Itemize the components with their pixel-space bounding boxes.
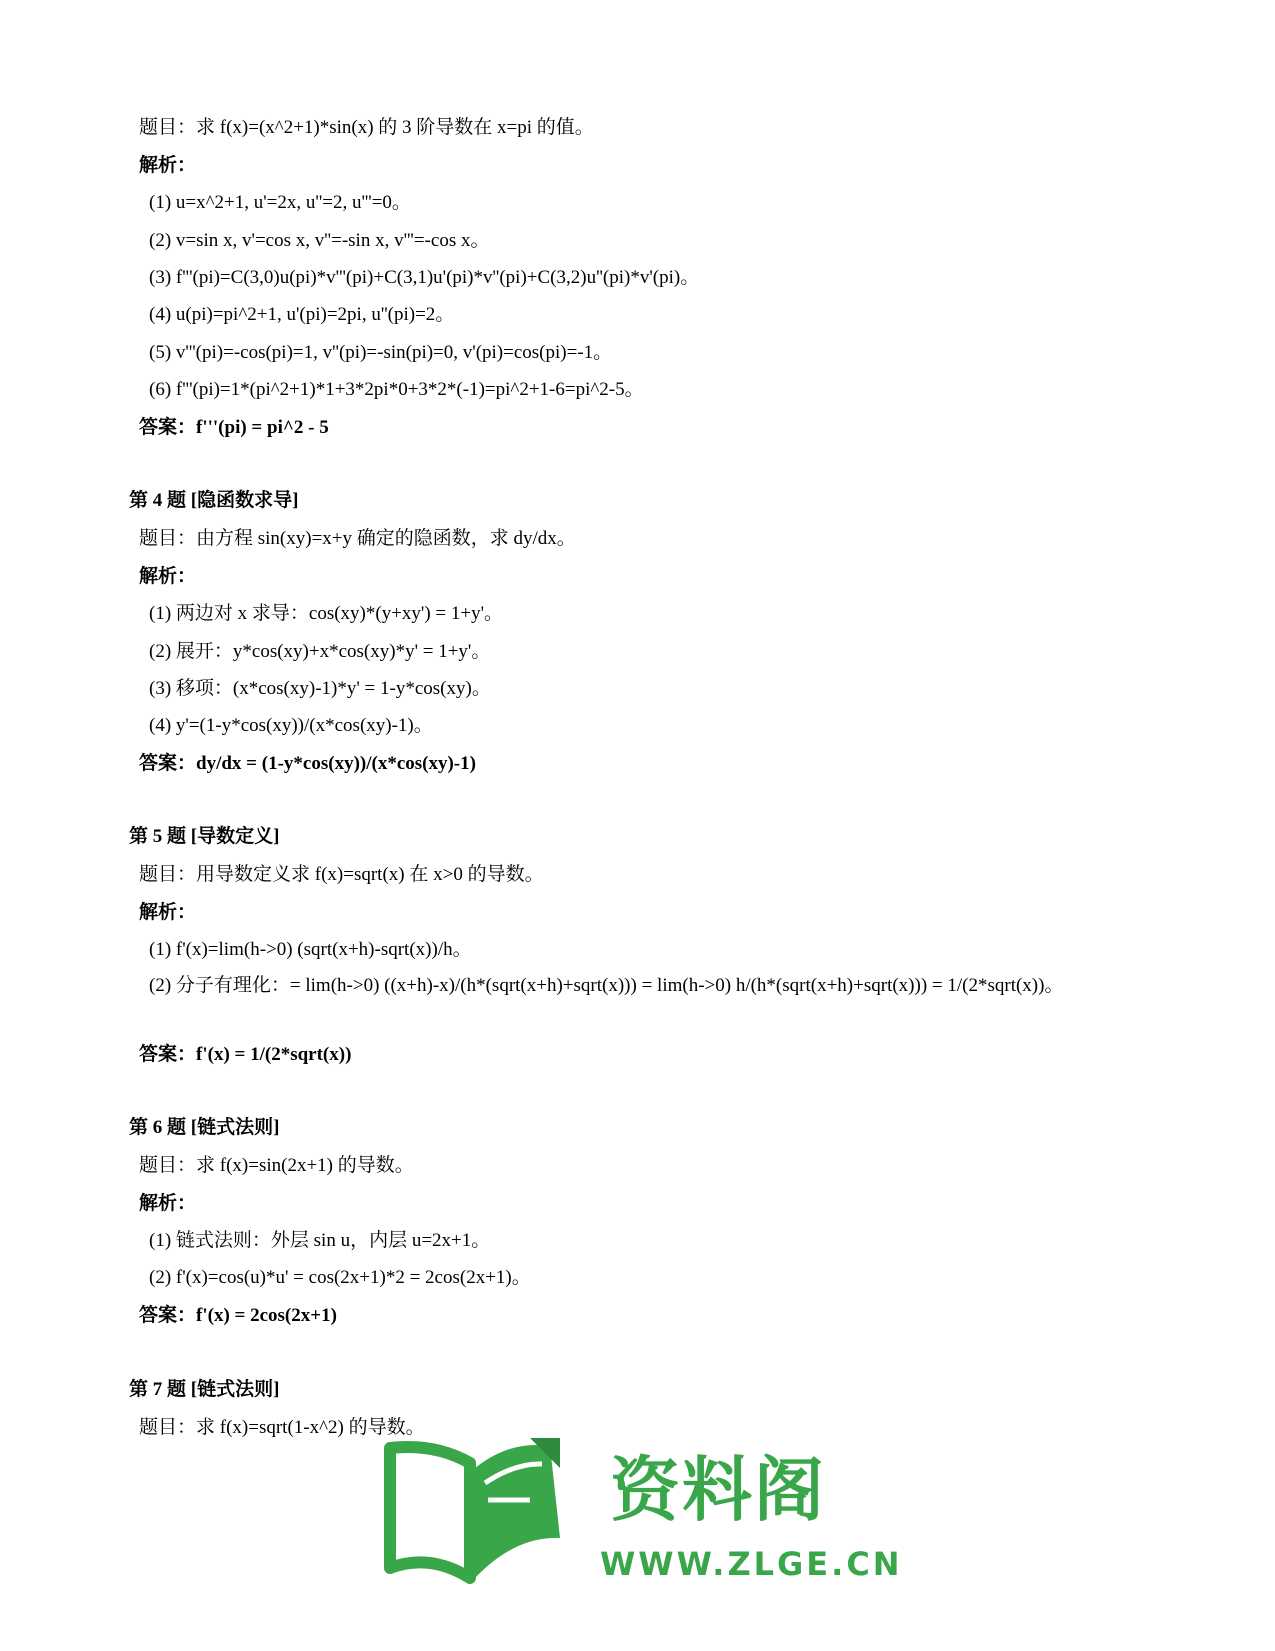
q4-analysis-label: 解析：: [139, 566, 197, 587]
q4-heading: 第 4 题 [隐函数求导]: [129, 490, 299, 511]
q4-step-1: (1) 两边对 x 求导：cos(xy)*(y+xy') = 1+y'。: [149, 603, 504, 624]
q5-answer-label: 答案：: [139, 1044, 197, 1065]
book-logo-icon: [380, 1428, 580, 1588]
q3-step-4: (4) u(pi)=pi^2+1, u'(pi)=2pi, u''(pi)=2。: [149, 304, 455, 325]
q5-step-2: (2) 分子有理化：= lim(h->0) ((x+h)-x)/(h*(sqrt(x+h)+sqrt(x))) = lim(h->0) h/(h*(sqrt(x+h)+sqrt(x))) = 1/(2*sqrt(x))。: [149, 975, 1064, 996]
q6-answer-label: 答案：: [139, 1305, 197, 1326]
q6-step-1: (1) 链式法则：外层 sin u，内层 u=2x+1。: [149, 1230, 491, 1251]
q6-problem: 题目：求 f(x)=sin(2x+1) 的导数。: [139, 1155, 414, 1176]
q3-step-1: (1) u=x^2+1, u'=2x, u''=2, u'''=0。: [149, 192, 411, 213]
q3-answer: [139, 416, 329, 440]
q4-step-3: (3) 移项：(x*cos(xy)-1)*y' = 1-y*cos(xy)。: [149, 678, 491, 699]
q5-heading: 第 5 题 [导数定义]: [129, 826, 280, 847]
q5-answer: [139, 1043, 351, 1067]
q4-answer: [139, 752, 476, 776]
q4-problem: 题目：由方程 sin(xy)=x+y 确定的隐函数，求 dy/dx。: [139, 528, 576, 549]
q3-problem: 题目：求 f(x)=(x^2+1)*sin(x) 的 3 阶导数在 x=pi 的值。: [139, 117, 594, 138]
q3-answer-label: 答案：: [139, 417, 197, 438]
q3-step-3: (3) f'''(pi)=C(3,0)u(pi)*v'''(pi)+C(3,1)u'(pi)*v''(pi)+C(3,2)u''(pi)*v'(pi)。: [149, 267, 700, 288]
q6-step-2: (2) f'(x)=cos(u)*u' = cos(2x+1)*2 = 2cos(2x+1)。: [149, 1267, 531, 1288]
q5-analysis-label: 解析：: [139, 902, 197, 923]
q4-step-2: (2) 展开：y*cos(xy)+x*cos(xy)*y' = 1+y'。: [149, 641, 491, 662]
q5-answer-value: f'(x) = 1/(2*sqrt(x)): [196, 1044, 352, 1065]
watermark-url: WWW.ZLGE.CN: [600, 1545, 903, 1583]
q7-heading: 第 7 题 [链式法则]: [129, 1379, 280, 1400]
q4-answer-value: dy/dx = (1-y*cos(xy))/(x*cos(xy)-1): [196, 753, 476, 774]
watermark-brand: 资料阁: [610, 1449, 826, 1531]
q4-step-4: (4) y'=(1-y*cos(xy))/(x*cos(xy)-1)。: [149, 715, 433, 736]
q6-analysis-label: 解析：: [139, 1193, 197, 1214]
q3-analysis-label: 解析：: [139, 155, 197, 176]
q3-step-2: (2) v=sin x, v'=cos x, v''=-sin x, v'''=-cos x。: [149, 230, 490, 251]
q5-problem: 题目：用导数定义求 f(x)=sqrt(x) 在 x>0 的导数。: [139, 864, 544, 885]
q7-problem: 题目：求 f(x)=sqrt(1-x^2) 的导数。: [139, 1417, 425, 1438]
q6-answer: [139, 1304, 337, 1328]
q3-step-5: (5) v'''(pi)=-cos(pi)=1, v''(pi)=-sin(pi)=0, v'(pi)=cos(pi)=-1。: [149, 342, 613, 363]
watermark: [400, 1440, 903, 1600]
q6-heading: 第 6 题 [链式法则]: [129, 1117, 280, 1138]
q3-step-6: (6) f'''(pi)=1*(pi^2+1)*1+3*2pi*0+3*2*(-1)=pi^2+1-6=pi^2-5。: [149, 379, 644, 400]
q4-answer-label: 答案：: [139, 753, 197, 774]
q5-step-1: (1) f'(x)=lim(h->0) (sqrt(x+h)-sqrt(x))/h。: [149, 939, 472, 960]
q3-answer-value: f'''(pi) = pi^2 - 5: [196, 417, 329, 438]
q6-answer-value: f'(x) = 2cos(2x+1): [196, 1305, 337, 1326]
